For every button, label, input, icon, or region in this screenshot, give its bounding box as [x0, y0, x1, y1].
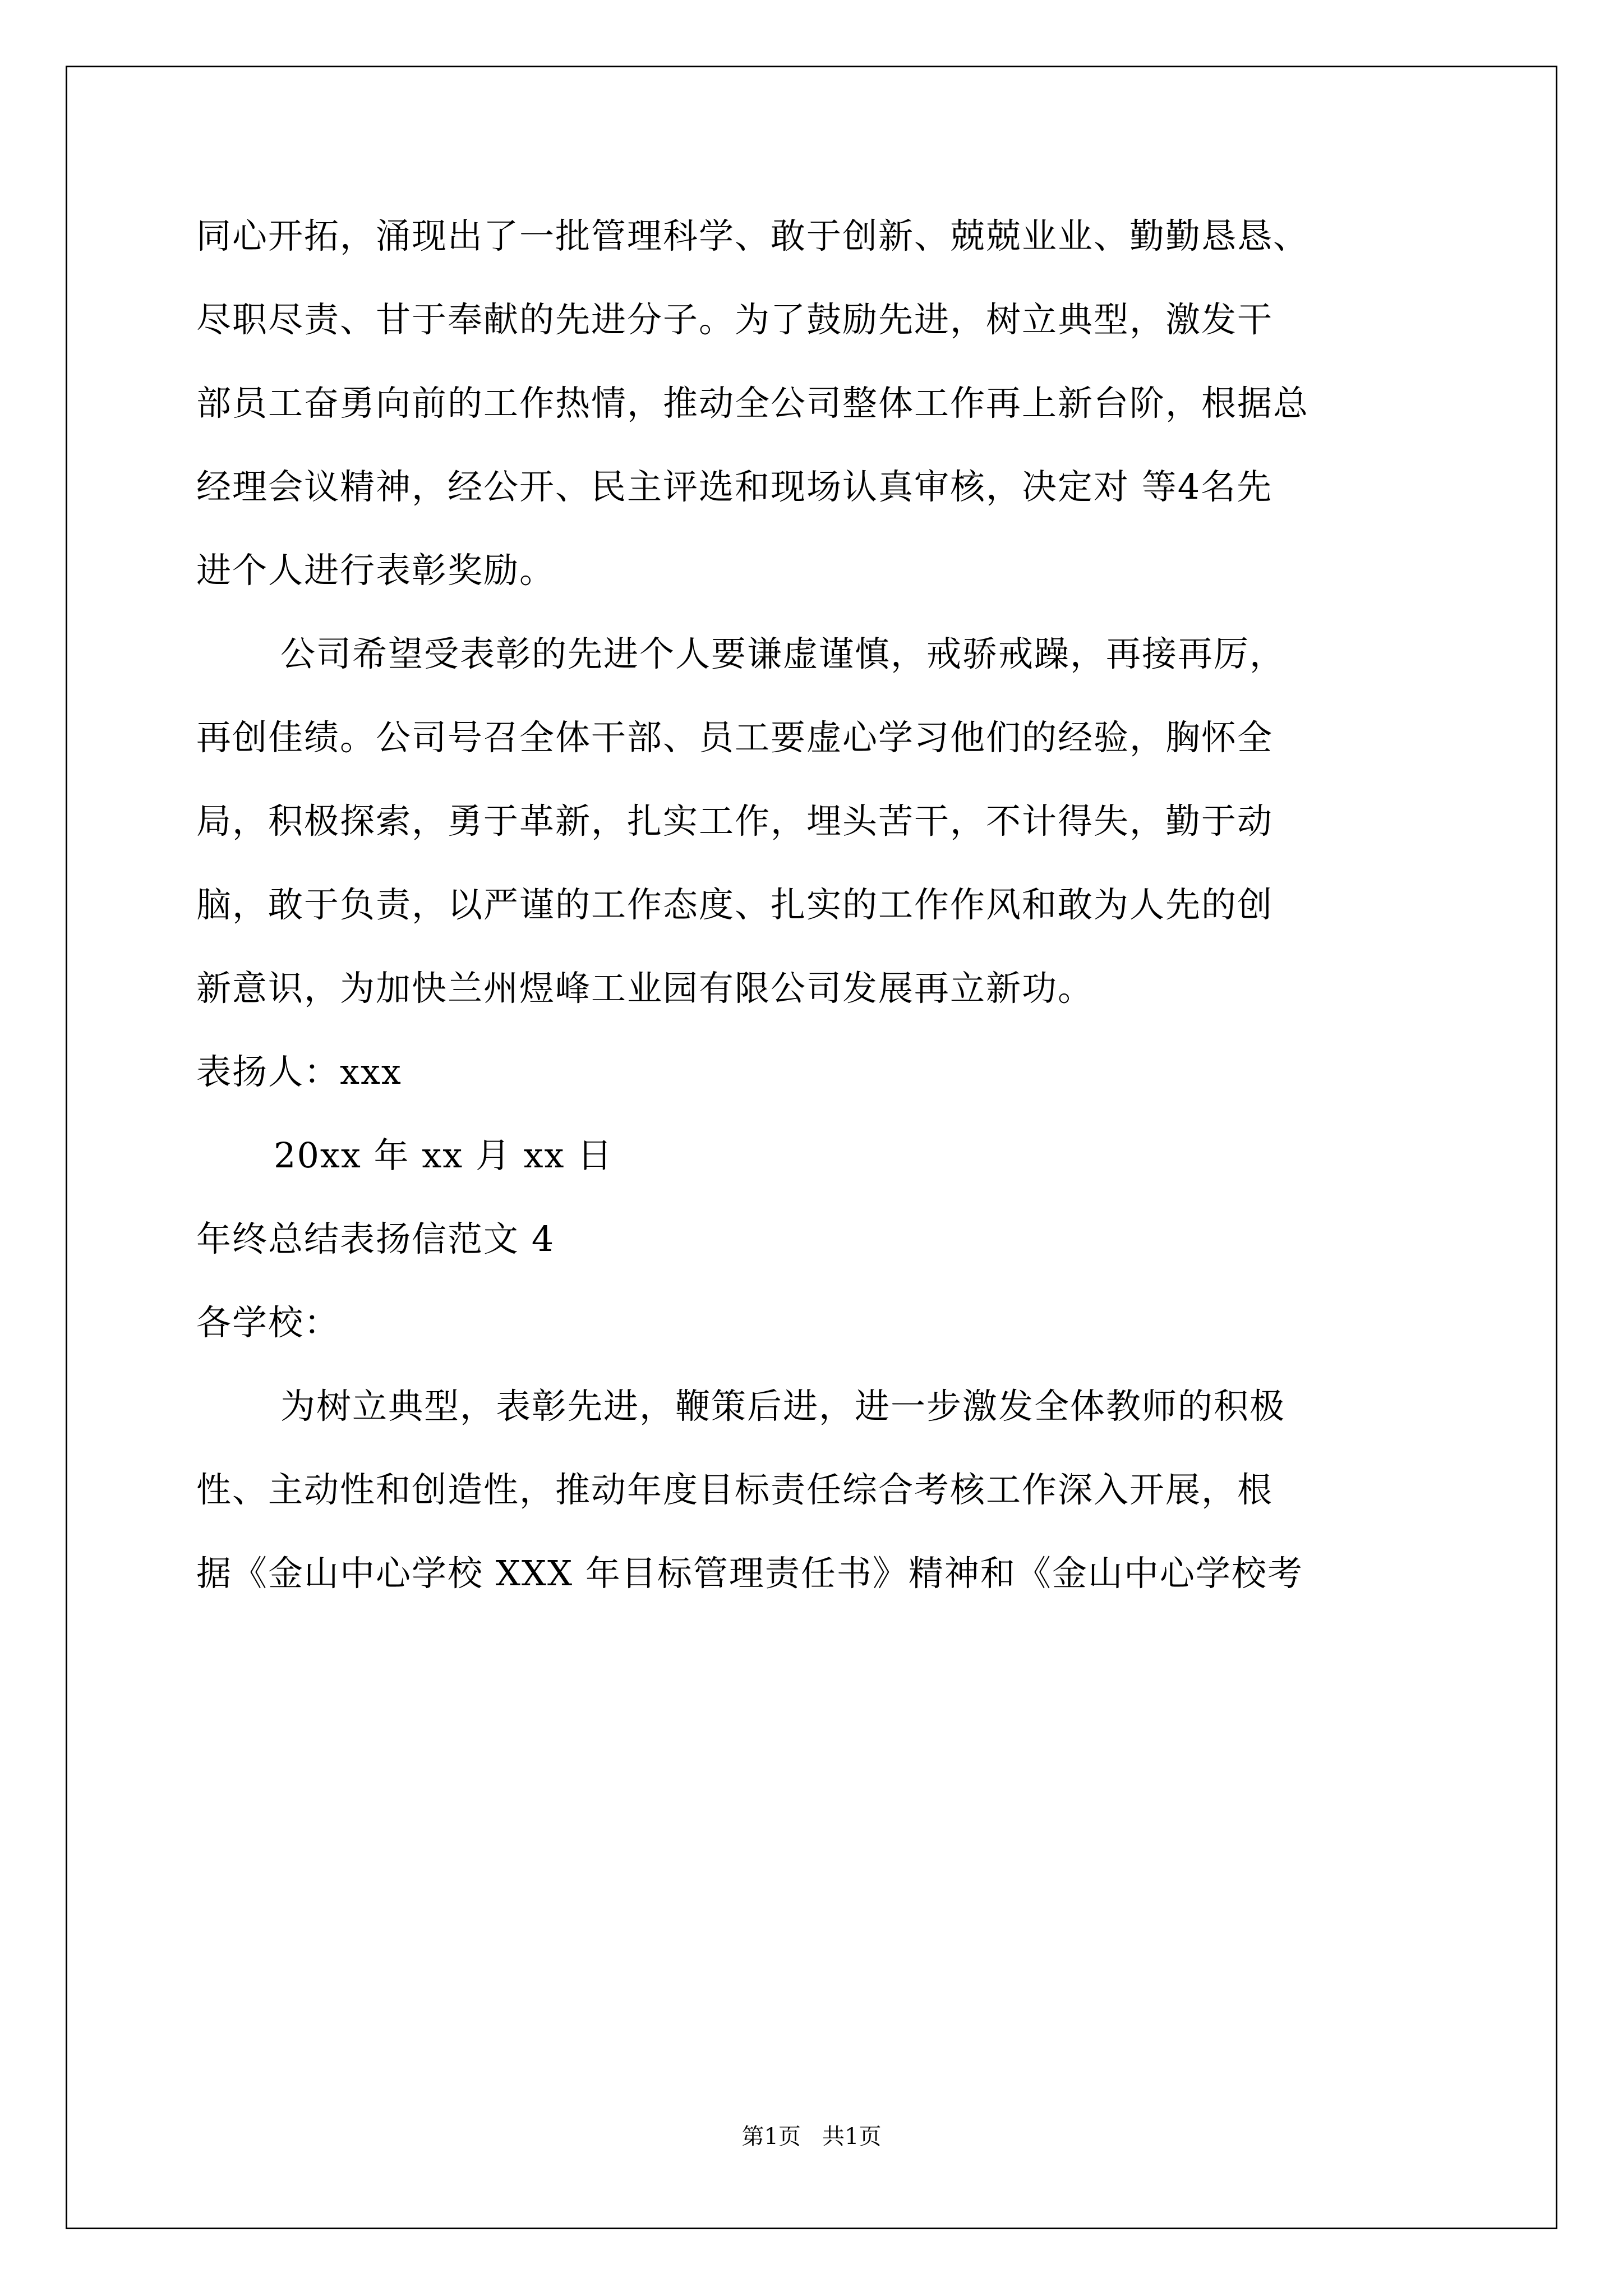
- paragraph-line: 局，积极探索，勇于革新，扎实工作，埋头苦干，不计得失，勤于动: [196, 800, 1274, 841]
- page-footer: 第1页 共1页: [741, 2124, 882, 2150]
- paragraph-line: 脑，敢于负责，以严谨的工作态度、扎实的工作作风和敢为人先的创: [196, 884, 1274, 925]
- salutation: 各学校：: [196, 1302, 340, 1343]
- paragraph-line: 经理会议精神，经公开、民主评选和现场认真审核，决定对 等4名先: [196, 466, 1273, 507]
- date-line: 20xx 年 xx 月 xx 日: [274, 1135, 614, 1176]
- paragraph-line: 性、主动性和创造性，推动年度目标责任综合考核工作深入开展，根: [196, 1469, 1274, 1510]
- paragraph-line: 为树立典型，表彰先进，鞭策后进，进一步激发全体教师的积极: [280, 1386, 1286, 1427]
- section-title: 年终总结表扬信范文 4: [196, 1218, 555, 1259]
- paragraph-line: 同心开拓，涌现出了一批管理科学、敢于创新、兢兢业业、勤勤恳恳、: [196, 215, 1310, 256]
- paragraph-line: 尽职尽责、甘于奉献的先进分子。为了鼓励先进，树立典型，激发干: [196, 299, 1274, 340]
- paragraph-line: 据《金山中心学校 XXX 年目标管理责任书》精神和《金山中心学校考: [196, 1553, 1303, 1594]
- paragraph-line: 进个人进行表彰奖励。: [196, 550, 556, 591]
- paragraph-line: 部员工奋勇向前的工作热情，推动全公司整体工作再上新台阶，根据总: [196, 383, 1310, 424]
- paragraph-line: 再创佳绩。公司号召全体干部、员工要虚心学习他们的经验，胸怀全: [196, 717, 1274, 758]
- signature-line: 表扬人：xxx: [196, 1051, 402, 1092]
- paragraph-line: 新意识，为加快兰州煜峰工业园有限公司发展再立新功。: [196, 968, 1094, 1009]
- paragraph-line: 公司希望受表彰的先进个人要谦虚谨慎，戒骄戒躁，再接再厉，: [280, 633, 1286, 674]
